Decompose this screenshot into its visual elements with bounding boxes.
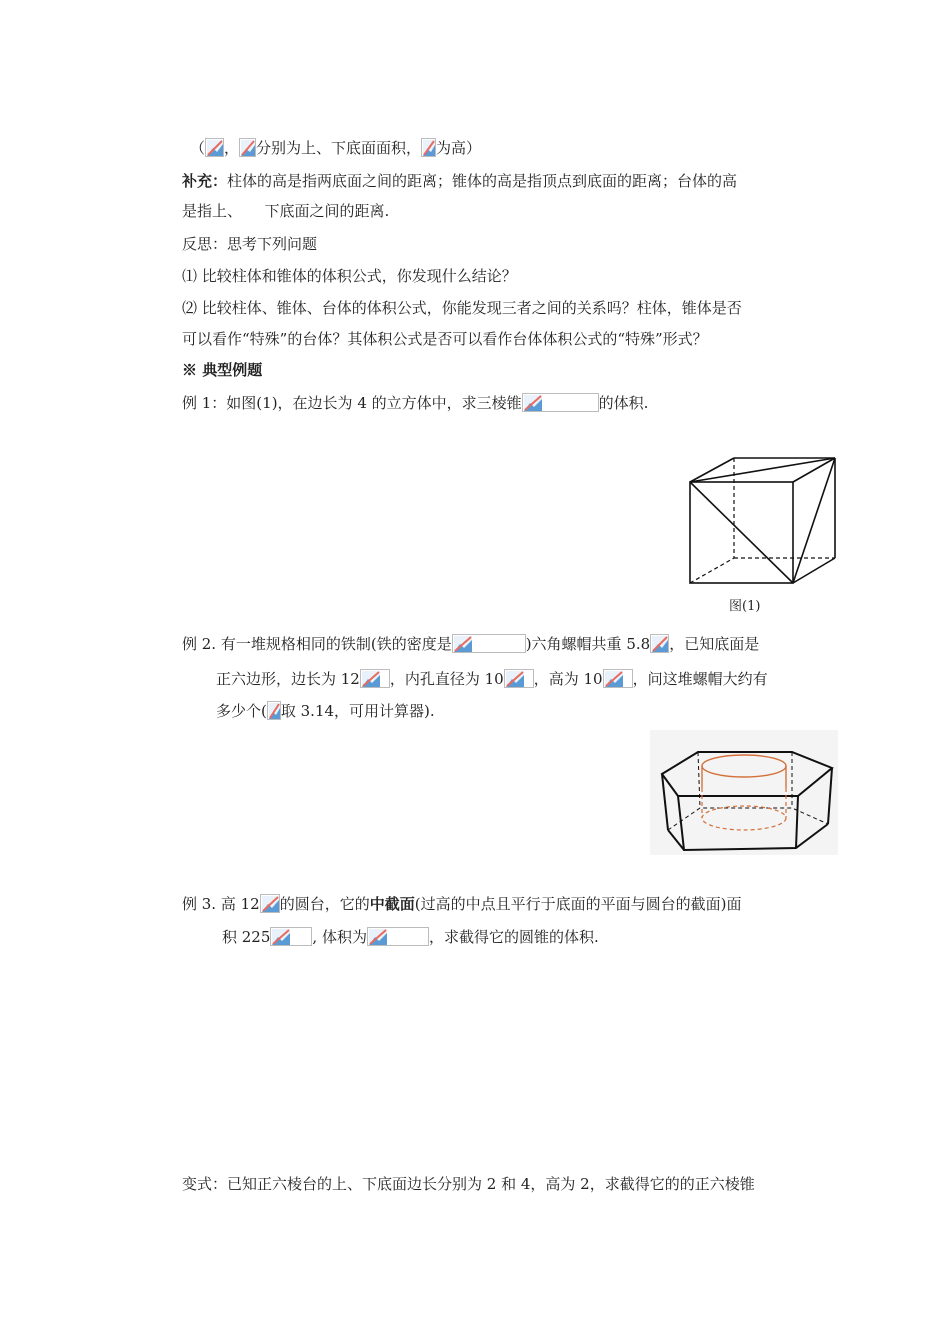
broken-image-icon bbox=[504, 669, 534, 688]
example-2-line-2: 正六边形，边长为 12 ，内孔直径为 10 ，高为 10 ，问这堆螺帽大约有 bbox=[216, 670, 768, 688]
broken-image-icon bbox=[205, 138, 224, 157]
middle-section-term: 中截面 bbox=[369, 895, 415, 913]
question-2-cont: 可以看作“特殊”的台体？其体积公式是否可以看作台体体积公式的“特殊”形式？ bbox=[182, 330, 708, 348]
question-2: ⑵ 比较柱体、锥体、台体的体积公式，你能发现三者之间的关系吗？柱体，锥体是否 bbox=[182, 299, 742, 317]
question-1: ⑴ 比较柱体和锥体的体积公式，你发现什么结论？ bbox=[182, 267, 517, 285]
broken-image-icon bbox=[367, 927, 429, 946]
example-3-line-2: 积 225 , 体积为 ，求截得它的圆锥的体积. bbox=[222, 928, 599, 946]
broken-image-icon bbox=[421, 138, 436, 157]
supplement-label: 补充： bbox=[182, 172, 228, 190]
example-3: 例 3. 高 12 的圆台，它的中截面(过高的中点且平行于底面的平面与圆台的截面)面 bbox=[182, 895, 742, 913]
reflect-line: 反思：思考下列问题 bbox=[182, 235, 318, 253]
broken-image-icon bbox=[360, 669, 390, 688]
hex-nut-figure bbox=[650, 730, 838, 855]
variant-line: 变式：已知正六棱台的上、下底面边长分别为 2 和 4，高为 2，求截得它的的正六棱锥 bbox=[182, 1175, 755, 1193]
broken-image-icon bbox=[603, 669, 633, 688]
section-title: ※ 典型例题 bbox=[182, 361, 263, 379]
supplement-line: 补充：柱体的高是指两底面之间的距离；锥体的高是指顶点到底面的距离；台体的高 bbox=[182, 172, 738, 190]
example-1: 例 1：如图(1)，在边长为 4 的立方体中，求三棱锥 的体积. bbox=[182, 394, 649, 412]
example-2: 例 2. 有一堆规格相同的铁制(铁的密度是 )六角螺帽共重 5.8 ，已知底面是 bbox=[182, 635, 760, 653]
broken-image-icon bbox=[650, 634, 669, 653]
cube-figure bbox=[684, 452, 844, 592]
formula-note-line: （ ， 分别为上、下底面面积， 为高） bbox=[190, 139, 482, 157]
broken-image-icon bbox=[522, 393, 599, 412]
broken-image-icon bbox=[267, 701, 281, 720]
broken-image-icon bbox=[260, 894, 280, 913]
figure-1-caption: 图(1) bbox=[729, 599, 761, 614]
broken-image-icon bbox=[270, 927, 312, 946]
broken-image-icon bbox=[239, 138, 256, 157]
broken-image-icon bbox=[452, 634, 526, 653]
example-2-line-3: 多少个( 取 3.14，可用计算器). bbox=[216, 702, 435, 720]
supplement-line-2: 是指上、 下底面之间的距离. bbox=[182, 202, 390, 220]
